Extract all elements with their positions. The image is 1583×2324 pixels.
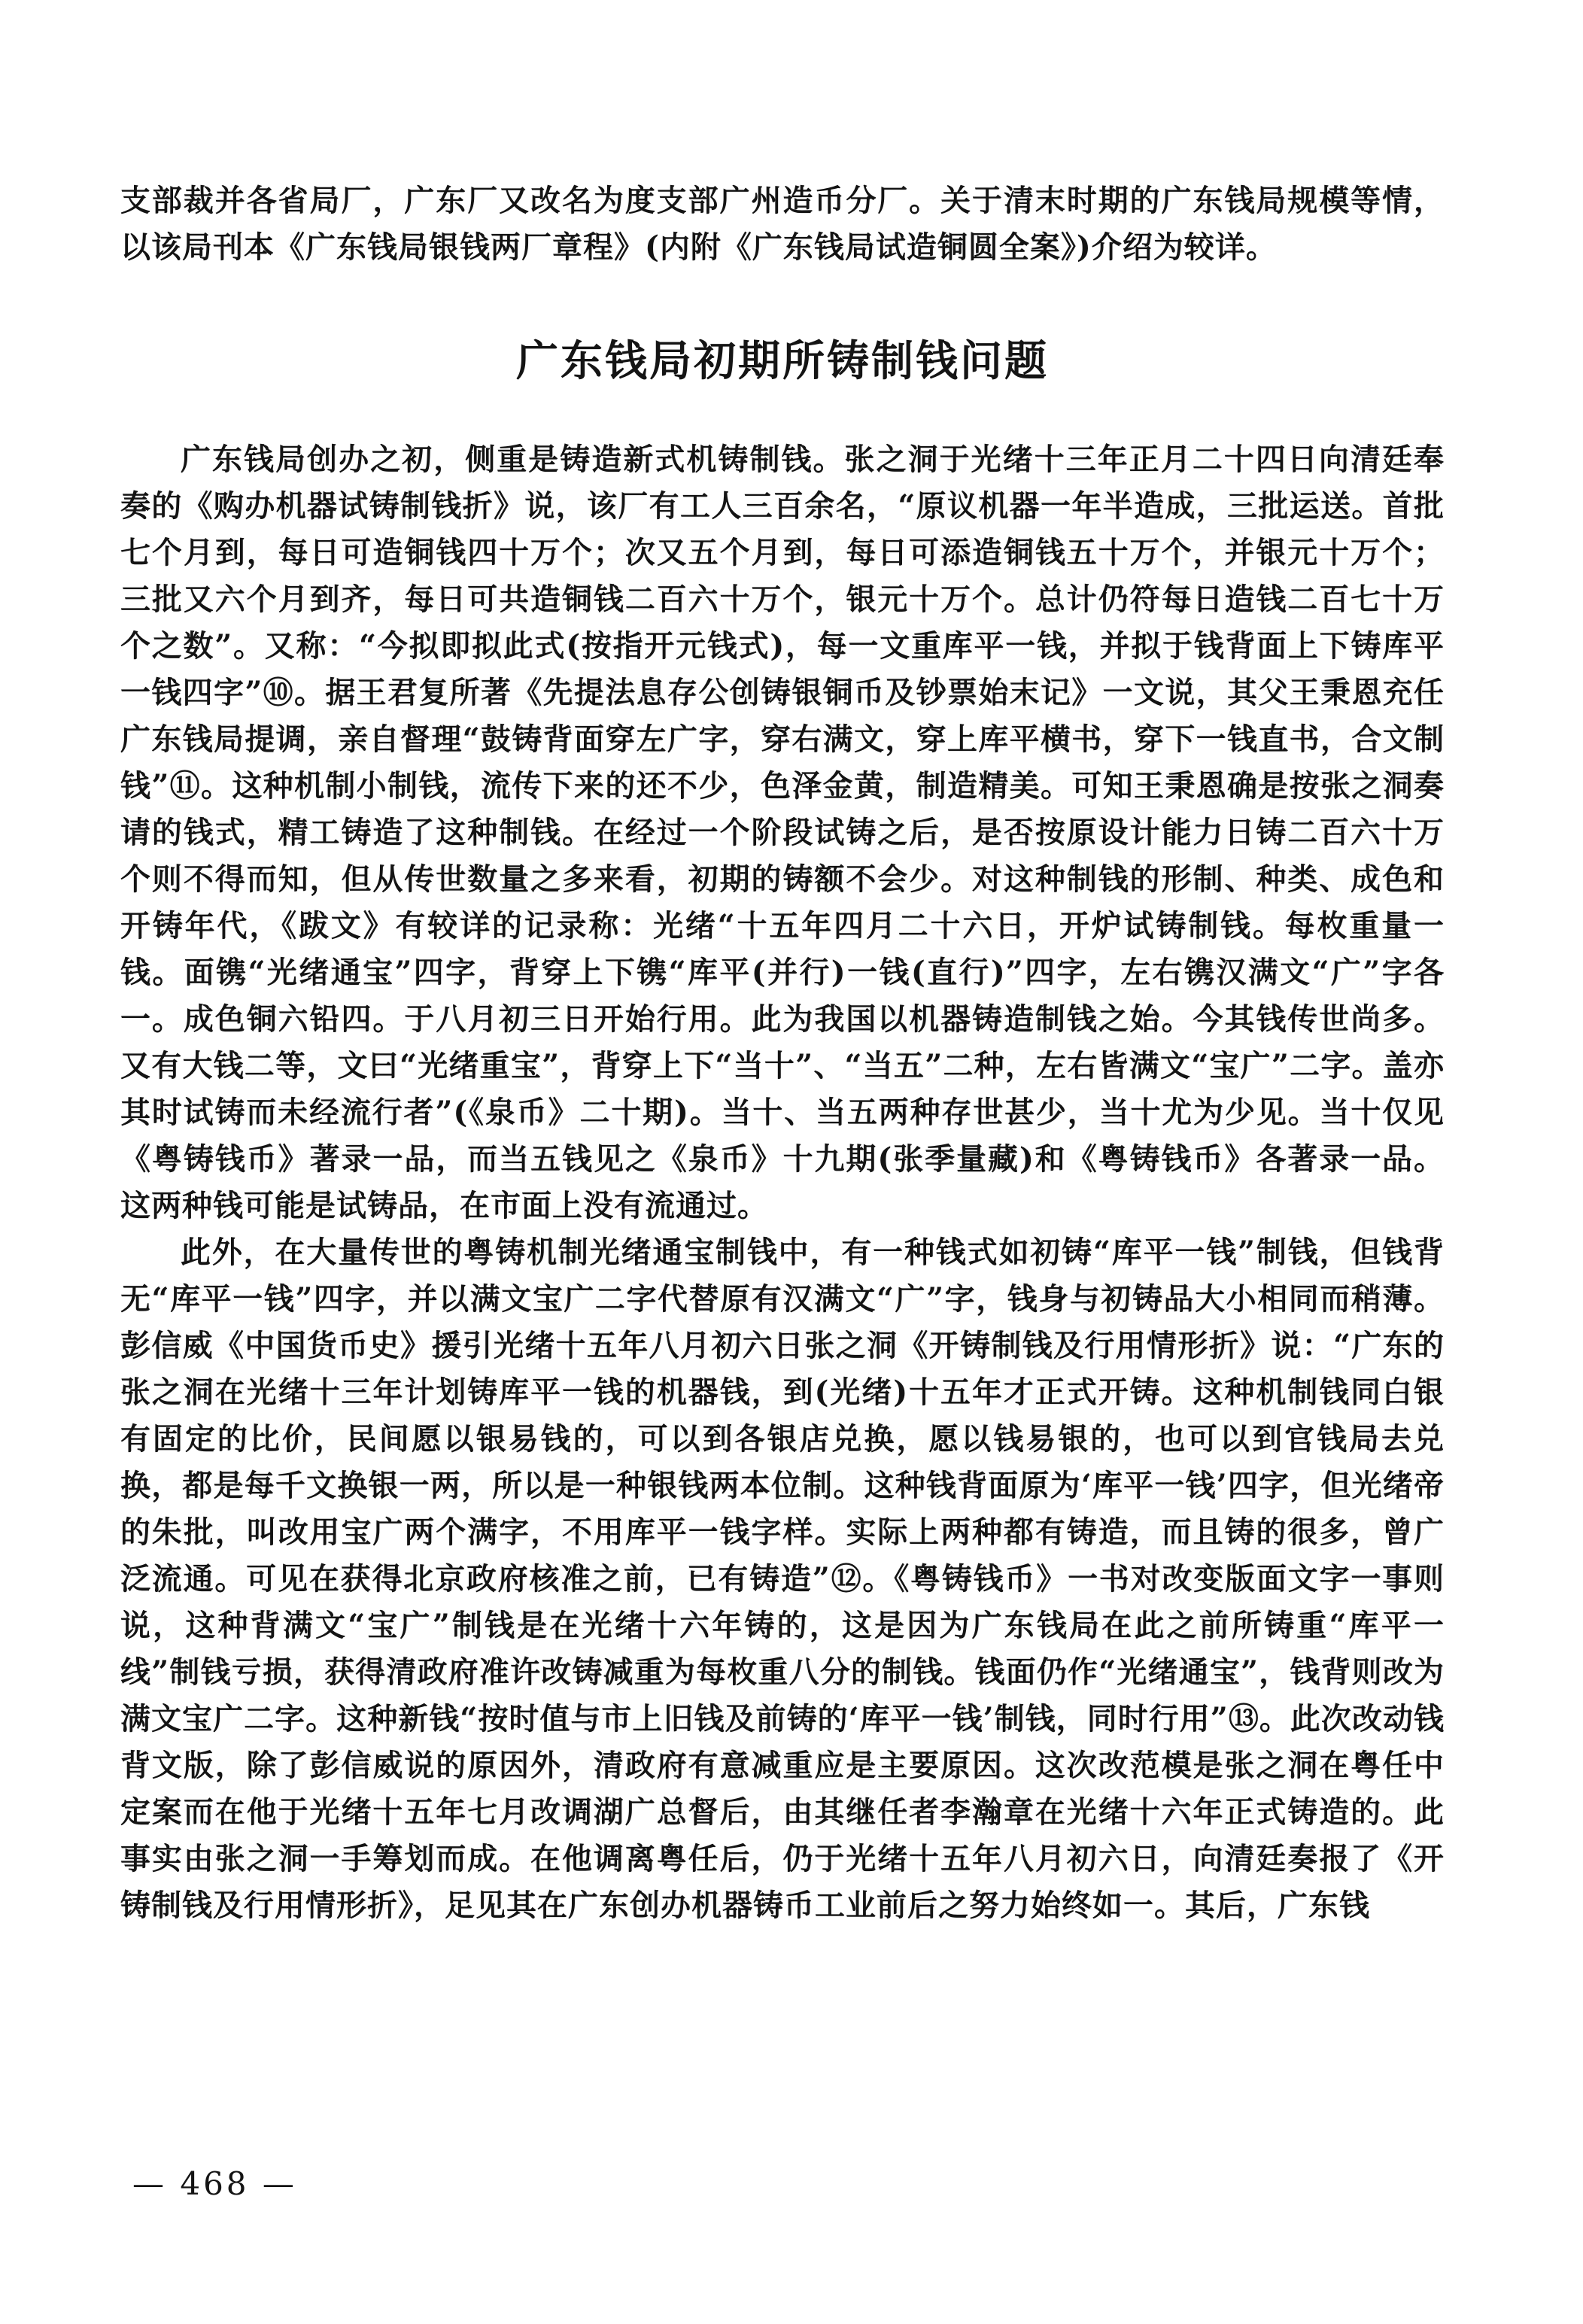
section-title: 广东钱局初期所铸制钱问题 (516, 336, 1049, 386)
body-paragraph-2: 此外，在大量传世的粤铸机制光绪通宝制钱中，有一种钱式如初铸“库平一钱”制钱，但钱背无“库平一钱”四字，并以满文宝广二字代替原有汉满文“广”字，钱身与初铸品大小相同而稍薄。彭信威《中国货币史》援引光绪十五年八月初六日张之洞《开铸制钱及行用情形折》说：“广东的张之洞在光绪十三年计划铸库平一钱的机器钱，到(光绪)十五年才正式开铸。这种机制钱同白银有固定的比价，民间愿以银易钱的，可以到各银店兑换，愿以钱易银的，也可以到官钱局去兑换，都是每千文换银一两，所以是一种银钱两本位制。这种钱背面原为‘库平一钱’四字，但光绪帝的朱批，叫改用宝广两个满字，不用库平一钱字样。实际上两种都有铸造，而且铸的很多，曾广泛流通。可见在获得北京政府核准之前，已有铸造”⑫。《粤铸钱币》一书对改变版面文字一事则说，这种背满文“宝广”制钱是在光绪十六年铸的，这是因为广东钱局在此之前所铸重“库平一线”制钱亏损，获得清政府准许改铸减重为每枚重八分的制钱。钱面仍作“光绪通宝”，钱背则改为满文宝广二字。这种新钱“按时值与市上旧钱及前铸的‘库平一钱’制钱，同时行用”⑬。此次改动钱背文版，除了彭信威说的原因外，清政府有意减重应是主要原因。这次改范模是张之洞在粤任中定案而在他于光绪十五年七月改调湖广总督后，由其继任者李瀚章在光绪十六年正式铸造的。此事实由张之洞一手筹划而成。在他调离粤任后，仍于光绪十五年八月初六日，向清廷奏报了《开铸制钱及行用情形折》，足见其在广东创办机器铸币工业前后之努力始终如一。其后，广东钱 (120, 1235, 1445, 1923)
section-body (120, 436, 1445, 1929)
page-number: — 468 — (132, 2165, 297, 2202)
intro-paragraph-block (120, 178, 1445, 271)
intro-paragraph: 支部裁并各省局厂，广东厂又改名为度支部广州造币分厂。关于清末时期的广东钱局规模等情，以该局刊本《广东钱局银钱两厂章程》(内附《广东钱局试造铜圆全案》)介绍为较详。 (120, 183, 1445, 265)
body-paragraph-1: 广东钱局创办之初，侧重是铸造新式机铸制钱。张之洞于光绪十三年正月二十四日向清廷奉奏的《购办机器试铸制钱折》说，该厂有工人三百余名，“原议机器一年半造成，三批运送。首批七个月到，每日可造铜钱四十万个；次又五个月到，每日可添造铜钱五十万个，并银元十万个；三批又六个月到齐，每日可共造铜钱二百六十万个，银元十万个。总计仍符每日造钱二百七十万个之数”。又称：“今拟即拟此式(按指开元钱式)，每一文重库平一钱，并拟于钱背面上下铸库平一钱四字”⑩。据王君复所著《先提法息存公创铸银铜币及钞票始末记》一文说，其父王秉恩充任广东钱局提调，亲自督理“鼓铸背面穿左广字，穿右满文，穿上库平横书，穿下一钱直书，合文制钱”⑪。这种机制小制钱，流传下来的还不少，色泽金黄，制造精美。可知王秉恩确是按张之洞奏请的钱式，精工铸造了这种制钱。在经过一个阶段试铸之后，是否按原设计能力日铸二百六十万个则不得而知，但从传世数量之多来看，初期的铸额不会少。对这种制钱的形制、种类、成色和开铸年代，《跋文》有较详的记录称：光绪“十五年四月二十六日，开炉试铸制钱。每枚重量一钱。面镌“光绪通宝”四字，背穿上下镌“库平(并行)一钱(直行)”四字，左右镌汉满文“广”字各一。成色铜六铅四。于八月初三日开始行用。此为我国以机器铸造制钱之始。今其钱传世尚多。又有大钱二等，文曰“光绪重宝”，背穿上下“当十”、“当五”二种，左右皆满文“宝广”二字。盖亦其时试铸而未经流行者”(《泉币》二十期)。当十、当五两种存世甚少，当十尤为少见。当十仅见《粤铸钱币》著录一品，而当五钱见之《泉币》十九期(张季量藏)和《粤铸钱币》各著录一品。这两种钱可能是试铸品，在市面上没有流通过。 (120, 442, 1445, 1223)
